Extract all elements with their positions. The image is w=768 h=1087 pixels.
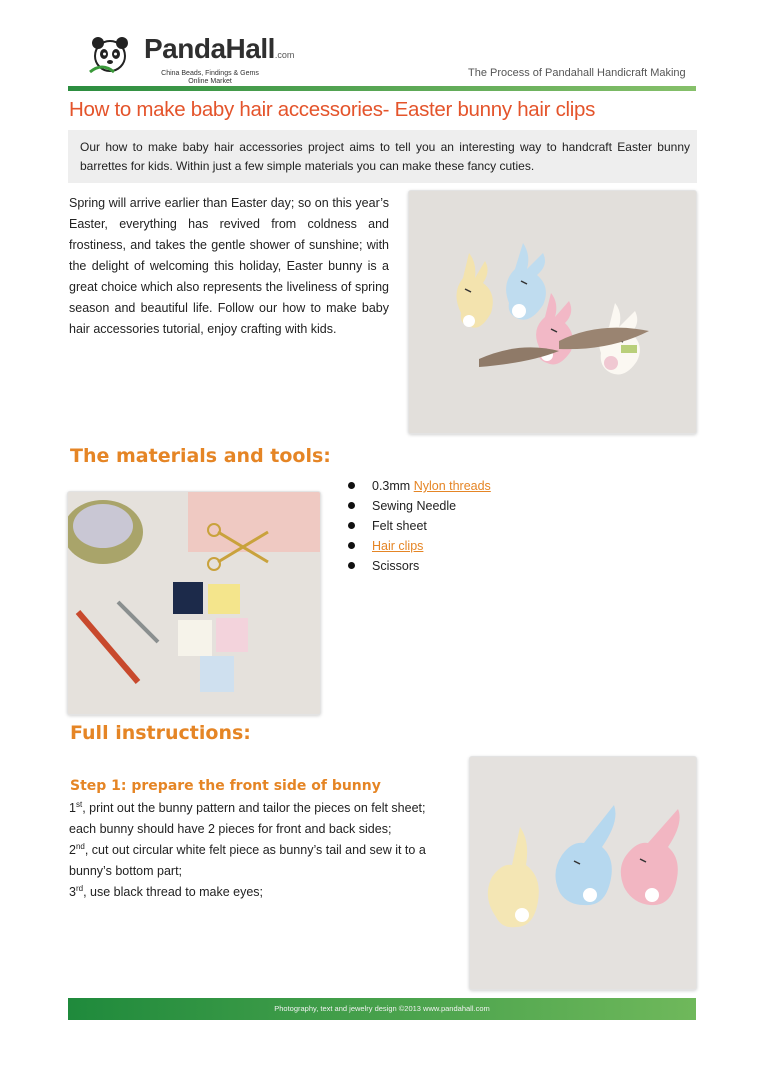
- logo: [82, 28, 322, 84]
- step-line: 3rd, use black thread to make eyes;: [69, 883, 264, 899]
- nylon-threads-link[interactable]: Nylon threads: [413, 479, 491, 493]
- instructions-heading: Full instructions:: [70, 722, 251, 744]
- step-line: 1st, print out the bunny pattern and tailor the pieces on felt sheet; each bunny should have 2 pieces for front and back sides;: [69, 799, 426, 836]
- bullet-icon: [348, 502, 355, 509]
- materials-photo: [67, 491, 321, 715]
- footer-bar: [68, 998, 696, 1020]
- panda-icon: [88, 32, 132, 76]
- intro-text: Our how to make baby hair accessories project aims to tell you an interesting way to handcraft Easter bunny barrettes for kids. Within just a few simple materials you can make these fancy cuties.: [80, 140, 690, 173]
- bullet-icon: [348, 562, 355, 569]
- footer-text: Photography, text and jewelry design ©2013 www.pandahall.com: [274, 1004, 490, 1013]
- bunny-clips-photo: [408, 190, 697, 434]
- bullet-icon: [348, 482, 355, 489]
- step-line: 2nd, cut out circular white felt piece as bunny’s tail and sew it to a bunny’s bottom part;: [69, 841, 426, 878]
- step1-text: [69, 798, 454, 903]
- brand-tagline: China Beads, Findings & Gems Online Market: [161, 70, 259, 85]
- header-divider: [68, 86, 696, 91]
- materials-heading: The materials and tools:: [70, 445, 331, 467]
- step1-heading: Step 1: prepare the front side of bunny: [70, 778, 381, 794]
- intro-box: [68, 130, 697, 183]
- bullet-icon: [348, 522, 355, 529]
- bullet-icon: [348, 542, 355, 549]
- hair-clips-link[interactable]: Hair clips: [372, 539, 424, 553]
- brand-name: PandaHall.com: [144, 33, 295, 64]
- felt-pieces-photo: [469, 756, 697, 990]
- page-title: How to make baby hair accessories- Easter bunny hair clips: [69, 98, 596, 121]
- header-subtitle: The Process of Pandahall Handicraft Making: [468, 67, 686, 79]
- spring-paragraph: Spring will arrive earlier than Easter day; so on this year’s Easter, everything has revived from coldness and frostiness, and takes the gentle shower of sunshine; with the delight of welcoming this holiday, Easter bunny is a great choice which also represents the liveliness of spring season and beautiful life. Follow our how to make baby hair accessories tutorial, enjoy crafting with kids.: [69, 196, 389, 336]
